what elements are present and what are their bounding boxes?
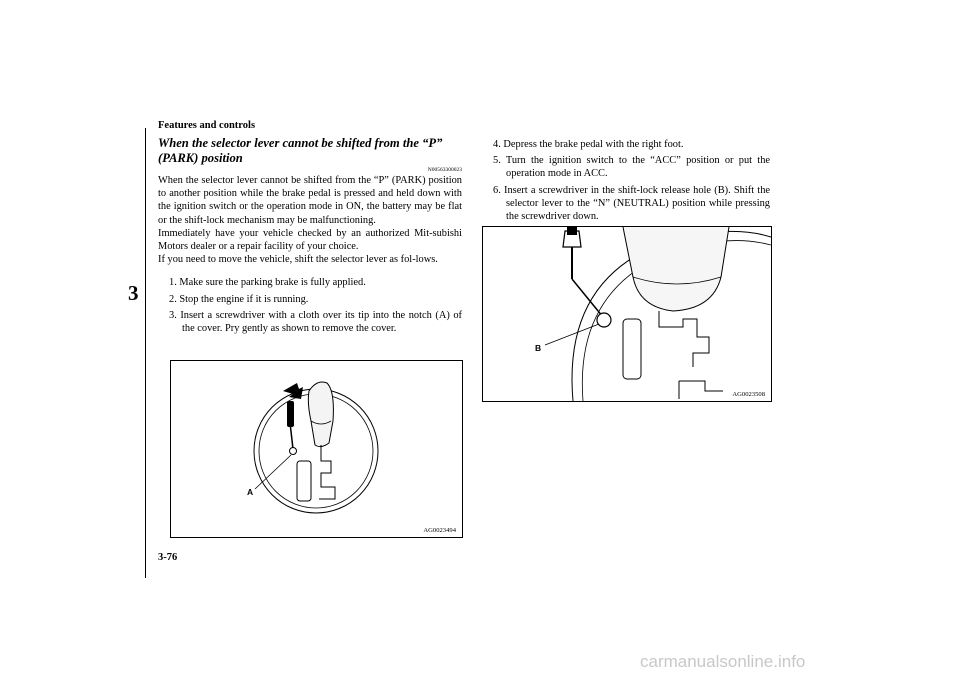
left-column xyxy=(158,136,462,338)
figure-code-a: AG0023494 xyxy=(423,527,456,534)
steps-list-left xyxy=(158,276,462,335)
figure-remove-cover xyxy=(170,360,463,538)
shift-lock-release-illustration xyxy=(483,227,771,401)
remove-cover-illustration xyxy=(171,361,462,537)
paragraph-dealer: Immediately have your vehicle checked by an authorized Mit-subishi Motors dealer or a repair facility of your choice. xyxy=(158,227,462,253)
paragraph-procedure: If you need to move the vehicle, shift the selector lever as fol-lows. xyxy=(158,254,438,266)
step-4: 4. Depress the brake pedal with the right foot. xyxy=(493,139,684,150)
figure-shift-lock-release xyxy=(482,226,772,402)
paragraph-intro: When the selector lever cannot be shifted from the “P” (PARK) position to another position while the brake pedal is pressed and held down with the ignition switch or the operation mode in ON, the battery may be flat or the shift-lock mechanism may be malfunctioning. xyxy=(158,175,462,226)
step-1: 1. Make sure the parking brake is fully applied. xyxy=(169,277,366,289)
figure-code-b: AG0023508 xyxy=(732,391,765,398)
callout-label-b: B xyxy=(535,343,542,353)
section-tab-number: 3 xyxy=(128,281,139,305)
right-column xyxy=(482,138,770,226)
section-header: Features and controls xyxy=(158,120,256,131)
subsection-title: When the selector lever cannot be shifted from the “P” (PARK) position xyxy=(158,136,443,165)
section-divider-line xyxy=(145,128,146,578)
step-5: 5. Turn the ignition switch to the “ACC” position or put the operation mode in ACC. xyxy=(493,155,770,180)
callout-label-a: A xyxy=(247,487,254,497)
watermark: carmanualsonline.info xyxy=(640,652,806,671)
step-3: 3. Insert a screwdriver with a cloth over its tip into the notch (A) of the cover. Pry gently as shown to remove the cover. xyxy=(169,309,462,335)
step-6: 6. Insert a screwdriver in the shift-lock release hole (B). Shift the selector lever to the “N” (NEUTRAL) position while pressing the screwdriver down. xyxy=(493,184,770,223)
steps-list-right xyxy=(482,138,770,223)
step-2: 2. Stop the engine if it is running. xyxy=(169,293,309,305)
page-number: 3-76 xyxy=(158,552,178,563)
reference-code: N00563300023 xyxy=(427,167,462,173)
